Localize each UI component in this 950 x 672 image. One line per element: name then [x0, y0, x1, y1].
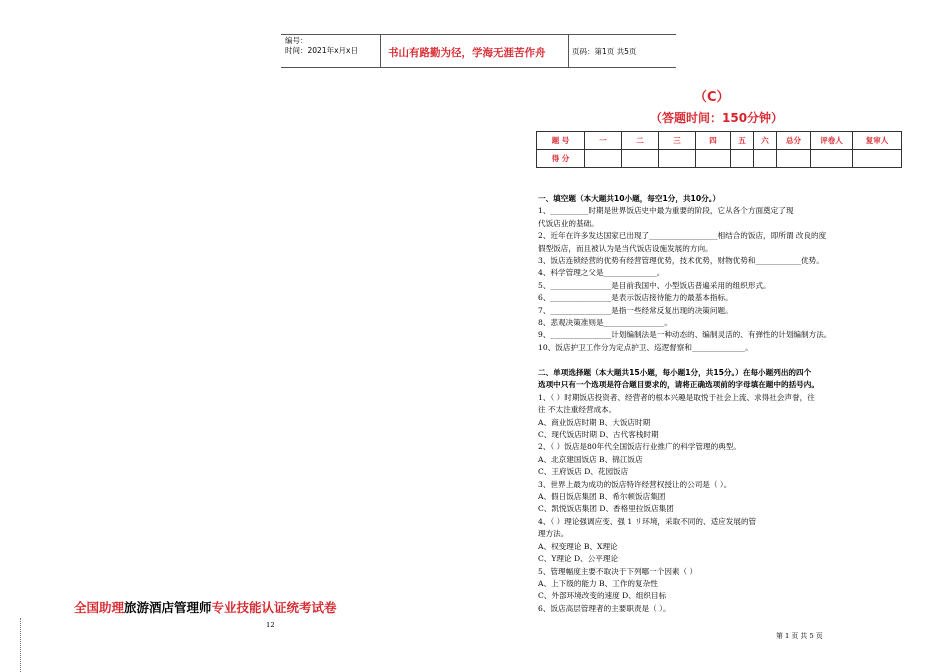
score-input-cell[interactable]: [754, 150, 777, 168]
option-line: A、权变理论 B、X理论: [538, 541, 618, 551]
exam-duration: （答题时间：150分钟）: [650, 111, 784, 125]
header-divider-1: [380, 34, 381, 67]
question-line: 2、近年在许多发达国家已出现了__________________相结合的饭店，即所谓 改良的度: [538, 231, 827, 241]
header-bottom-rule: [281, 67, 676, 68]
exam-title-part3: 专业技能认证统考试卷: [211, 600, 337, 615]
question-line: 5、________________是目前我国中、小型饭店普遍采用的组织形式。: [538, 280, 771, 290]
exam-title: [74, 598, 337, 616]
question-line: 6、饭店高层管理者的主要职责是（ ）。: [538, 603, 671, 613]
time-label: 时间：2021年x月x日: [285, 46, 358, 55]
footer-left-number: 12: [266, 621, 275, 629]
score-cell: 复审人: [853, 132, 902, 150]
question-line: 9、________________计划编制法是一种动态的、编制灵活的、有弹性的计划编制方法。: [538, 330, 832, 340]
score-input-cell[interactable]: [777, 150, 811, 168]
score-input-cell[interactable]: [659, 150, 696, 168]
score-input-cell[interactable]: [731, 150, 754, 168]
score-table: [536, 131, 902, 168]
score-cell: 一: [585, 132, 622, 150]
question-line: 4、科学管理之父是______________。: [538, 268, 665, 278]
score-input-cell[interactable]: [622, 150, 659, 168]
question-line: 代饭店业的基础。: [538, 218, 599, 228]
section2: [538, 367, 918, 615]
question-line: 5、管理幅度主要不取决于下列哪一个因素（ ）: [538, 566, 698, 576]
question-line: 理方法。: [538, 529, 569, 539]
question-line: 3、饭店连锁经营的优势有经营管理优势，技术优势，财物优势和____________优势。: [538, 256, 824, 266]
score-input-cell[interactable]: [585, 150, 622, 168]
score-input-cell[interactable]: [853, 150, 902, 168]
score-cell: 四: [696, 132, 731, 150]
section2-title: 二、单项选择题（本大题共15小题，每小题1分，共15分。）在每小题列出的四个: [538, 368, 812, 377]
question-line: 假型饭店，而且被认为是当代饭店设施发展的方向。: [538, 243, 713, 253]
exam-title-part2: 旅游酒店管理师: [124, 600, 212, 615]
score-cell: 总分: [777, 132, 811, 150]
question-line: 4、（ ）理论强调应变、强 1 リ环境，采取不同的、适应发展的管: [538, 516, 757, 526]
question-line: 1、__________时期是世界饭店史中最为重要的阶段，它从各个方面奠定了现: [538, 206, 794, 216]
score-cell: 评卷人: [811, 132, 853, 150]
header-divider-2: [568, 34, 569, 67]
option-line: C、Y理论 D、公平理论: [538, 554, 619, 564]
score-input-cell[interactable]: [811, 150, 853, 168]
footer-page-number: 第 1 页 共 5 页: [776, 632, 823, 640]
option-line: C、现代饭店时期 D、古代客栈时期: [538, 430, 659, 440]
question-line: 10、饭店护卫工作分为定点护卫、巡逻督察和______________。: [538, 342, 753, 352]
question-line: 2、（ ）饭店是80年代全国饭店行业推广的科学管理的典型。: [538, 442, 741, 452]
score-input-cell[interactable]: [696, 150, 731, 168]
question-line: 8、悲观决策准则是________________。: [538, 318, 672, 328]
section1: [538, 193, 918, 354]
option-line: A、假日饭店集团 B、希尔顿饭店集团: [538, 492, 666, 502]
score-cell: 二: [622, 132, 659, 150]
score-table-header-row: [537, 132, 902, 150]
exam-title-part1: 全国助理: [74, 600, 125, 615]
section1-title: 一、填空题（本大题共10小题，每空1分，共10分。）: [538, 194, 721, 203]
option-line: A、北京建国饭店 B、锦江饭店: [538, 454, 643, 464]
binding-line: [20, 618, 21, 672]
option-line: A、上下级的能力 B、工作的复杂性: [538, 578, 658, 588]
score-cell: 题 号: [537, 132, 585, 150]
page-label: 页码：第1页 共5页: [572, 47, 637, 56]
option-line: A、商业饭店时期 B、大饭店时期: [538, 417, 651, 427]
section2-title-cont: 选项中只有一个选项是符合题目要求的，请将正确选项前的字母填在题中的括号内。: [538, 380, 819, 390]
score-cell: 得 分: [537, 150, 585, 168]
score-cell: 五: [731, 132, 754, 150]
score-table-score-row: [537, 150, 902, 168]
question-line: 往 不太注重经营成本。: [538, 405, 617, 415]
question-line: 3、世界上最为成功的饭店特许经营权授让的公司是（ ）。: [538, 479, 732, 489]
header-top-rule: [281, 34, 676, 35]
option-line: C、外部环境改变的速度 D、组织目标: [538, 591, 667, 601]
question-line: 7、________________是指一些经常反复出现的决策问题。: [538, 305, 733, 315]
score-cell: 三: [659, 132, 696, 150]
option-line: C、凯悦饭店集团 D、香格里拉饭店集团: [538, 504, 674, 514]
question-line: 1、（ ）时期饭店投资者、经营者的根本兴趣是取悦于社会上流、求得社会声誉，往: [538, 392, 815, 402]
score-cell: 六: [754, 132, 777, 150]
question-line: 6、________________是表示饭店接待能力的最基本指标。: [538, 293, 733, 303]
option-line: C、王府饭店 D、花园饭店: [538, 467, 629, 477]
motto-text: 书山有路勤为径，学海无涯苦作舟: [388, 47, 546, 59]
serial-label: 编号：: [285, 36, 308, 45]
paper-code: （C）: [694, 90, 730, 105]
